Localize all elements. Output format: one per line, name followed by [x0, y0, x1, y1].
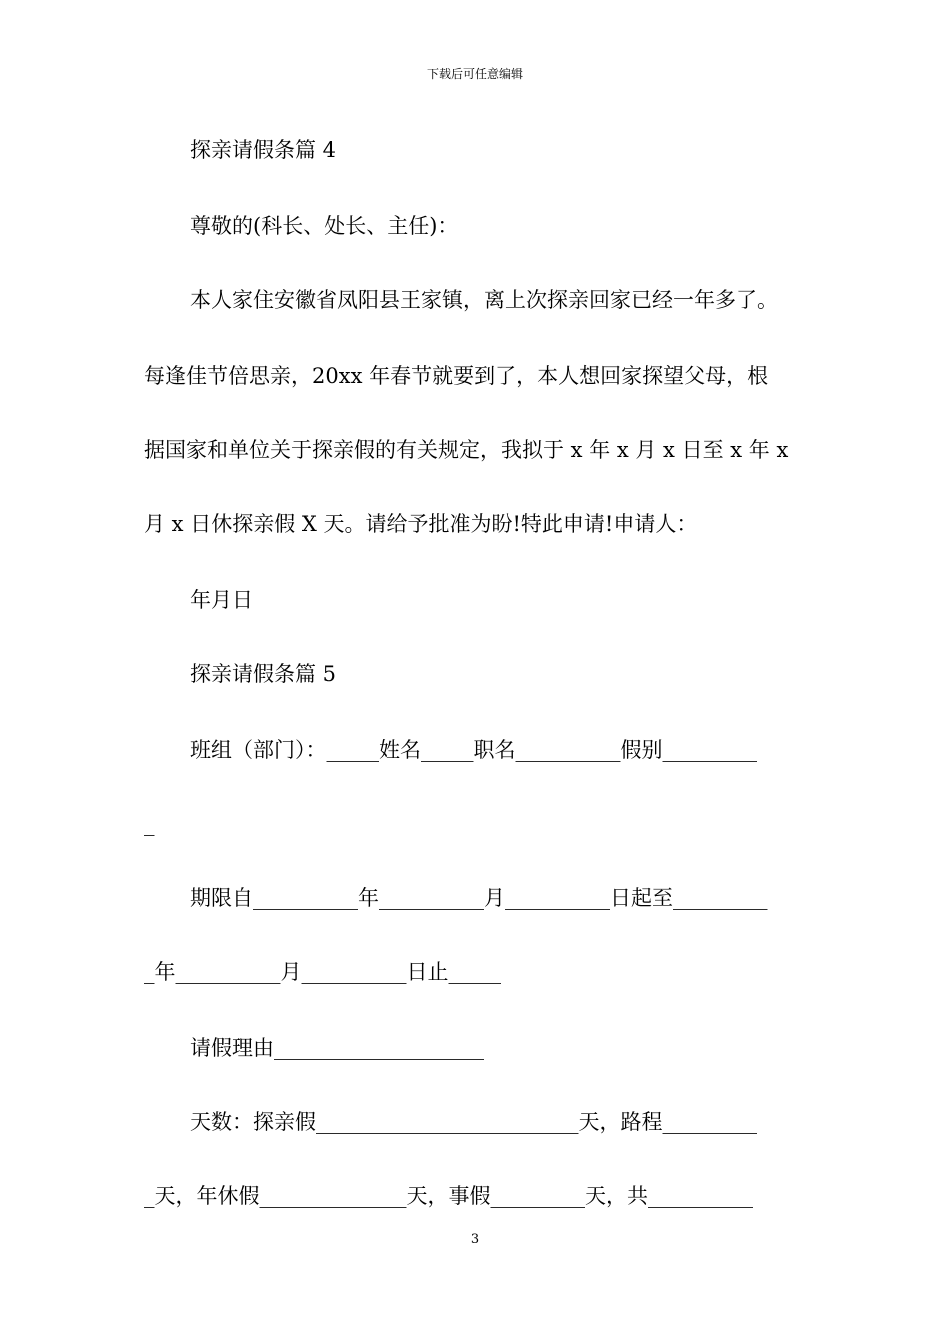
section5-days-line: 天数：探亲假_________________________天，路程_________: [190, 1110, 757, 1134]
section5-dept-continuation: _: [144, 812, 155, 836]
section5-title: 探亲请假条篇 5: [190, 662, 337, 686]
section4-body-line-3: 据国家和单位关于探亲假的有关规定，我拟于 x 年 x 月 x 日至 x 年 x: [144, 438, 789, 462]
page-number: 3: [470, 1232, 480, 1247]
section5-reason-line: 请假理由____________________: [190, 1036, 484, 1060]
section4-body-line-4: 月 x 日休探亲假 X 天。请给予批准为盼!特此申请!申请人：: [144, 512, 698, 536]
section4-body-line-1: 本人家住安徽省凤阳县王家镇，离上次探亲回家已经一年多了。: [190, 288, 778, 312]
section4-body-line-2: 每逢佳节倍思亲，20xx 年春节就要到了，本人想回家探望父母，根: [144, 364, 769, 388]
section4-salutation: 尊敬的(科长、处长、主任)：: [190, 214, 459, 238]
page-header: 下载后可任意编辑: [426, 67, 523, 81]
section5-period-continuation: _年__________月__________日止_____: [144, 960, 501, 984]
section5-period-line: 期限自__________年__________月__________日起至_________: [190, 886, 768, 910]
section5-days-continuation: _天，年休假______________天，事假_________天，共__________: [144, 1184, 753, 1208]
section5-dept-line: 班组（部门）：_____姓名_____职名__________假别_________: [190, 738, 757, 762]
section4-date: 年月日: [190, 588, 253, 612]
section4-title: 探亲请假条篇 4: [190, 138, 337, 162]
